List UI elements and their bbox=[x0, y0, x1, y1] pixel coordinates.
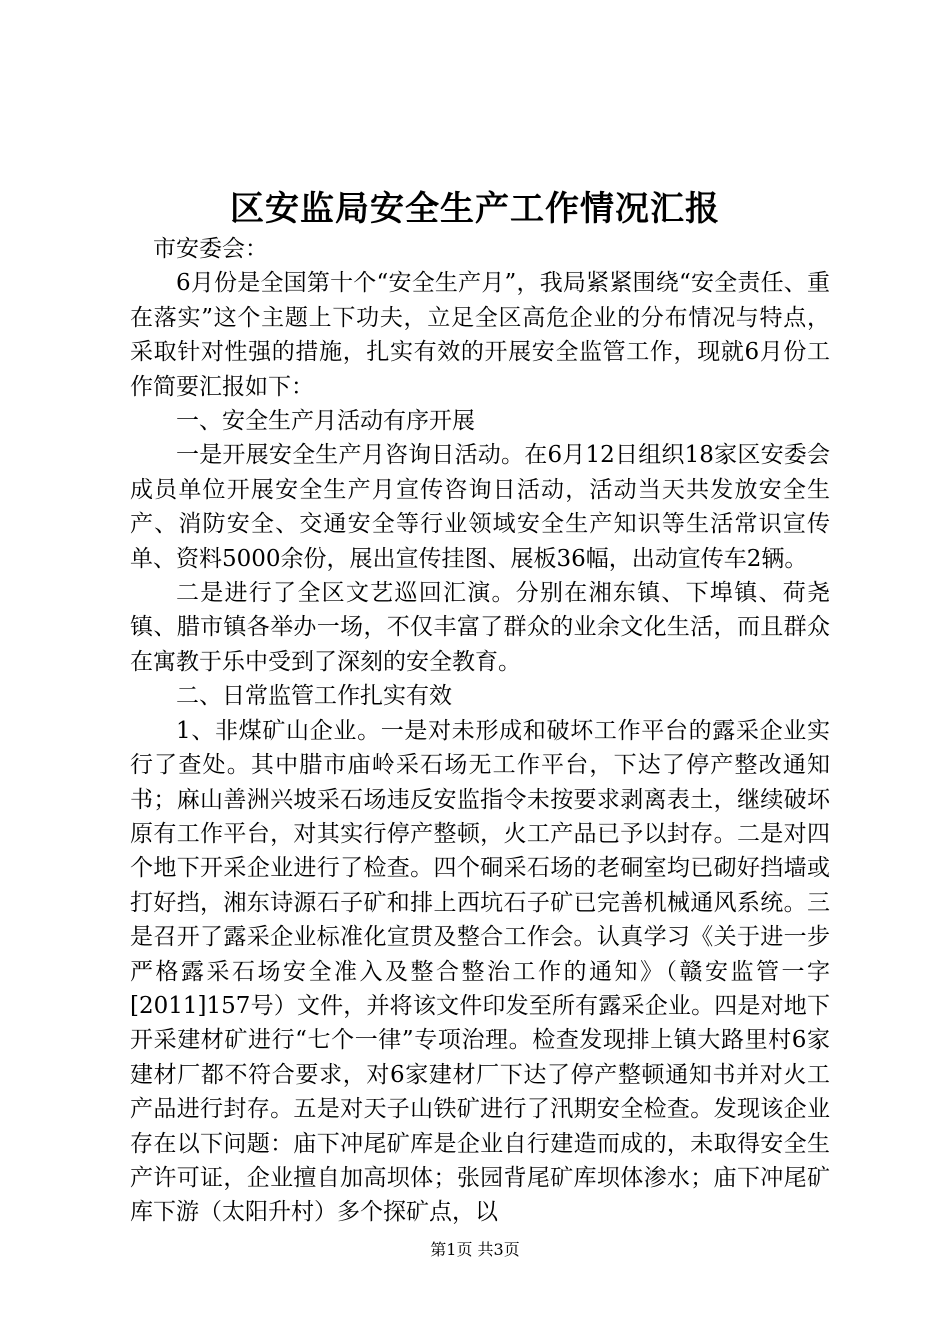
section-heading-1: 一、安全生产月活动有序开展 bbox=[176, 408, 475, 435]
page-number-footer: 第1页 共3页 bbox=[430, 1240, 520, 1259]
document-title: 区安监局安全生产工作情况汇报 bbox=[230, 189, 720, 229]
salutation: 市安委会： bbox=[153, 236, 268, 262]
section-heading-2: 二、日常监管工作扎实有效 bbox=[176, 683, 452, 710]
document-body bbox=[130, 232, 830, 1230]
paragraph-consultation-day: 一是开展安全生产月咨询日活动。在6月12日组织18家区安委会成员单位开展安全生产月宣传咨询日活动，活动当天共发放安全生产、消防安全、交通安全等行业领域安全生产知识等生活常识宣传单、资料5000余份，展出宣传挂图、展板36幅，出动宣传车2辆。 bbox=[130, 442, 830, 572]
paragraph-performance-tour: 二是进行了全区文艺巡回汇演。分别在湘东镇、下埠镇、荷尧镇、腊市镇各举办一场，不仅丰富了群众的业余文化生活，而且群众在寓教于乐中受到了深刻的安全教育。 bbox=[130, 580, 830, 675]
intro-paragraph: 6月份是全国第十个“安全生产月”，我局紧紧围绕“安全责任、重在落实”这个主题上下功夫，立足全区高危企业的分布情况与特点，采取针对性强的措施，扎实有效的开展安全监管工作，现就6月份工作简要汇报如下： bbox=[130, 270, 830, 400]
paragraph-non-coal-mines: 1、非煤矿山企业。一是对未形成和破坏工作平台的露采企业实行了查处。其中腊市庙岭采石场无工作平台，下达了停产整改通知书；麻山善洲兴坡采石场违反安监指令未按要求剥离表土，继续破坏原有工作平台，对其实行停产整顿，火工产品已予以封存。二是对四个地下开采企业进行了检查。四个硐采石场的老硐室均已砌好挡墙或打好挡，湘东诗源石子矿和排上西坑石子矿已完善机械通风系统。三是召开了露采企业标准化宣贯及整合工作会。认真学习《关于进一步严格露采石场安全准入及整合整治工作的通知》（赣安监管一字[2011]157号）文件，并将该文件印发至所有露采企业。四是对地下开采建材矿进行“七个一律”专项治理。检查发现排上镇大路里村6家建材厂都不符合要求，对6家建材厂下达了停产整顿通知书并对火工产品进行封存。五是对天子山铁矿进行了汛期安全检查。发现该企业存在以下问题：庙下冲尾矿库是企业自行建造而成的，未取得安全生产许可证，企业擅自加高坝体；张园背尾矿库坝体渗水；庙下冲尾矿库下游（太阳升村）多个探矿点，以 bbox=[130, 717, 830, 1226]
